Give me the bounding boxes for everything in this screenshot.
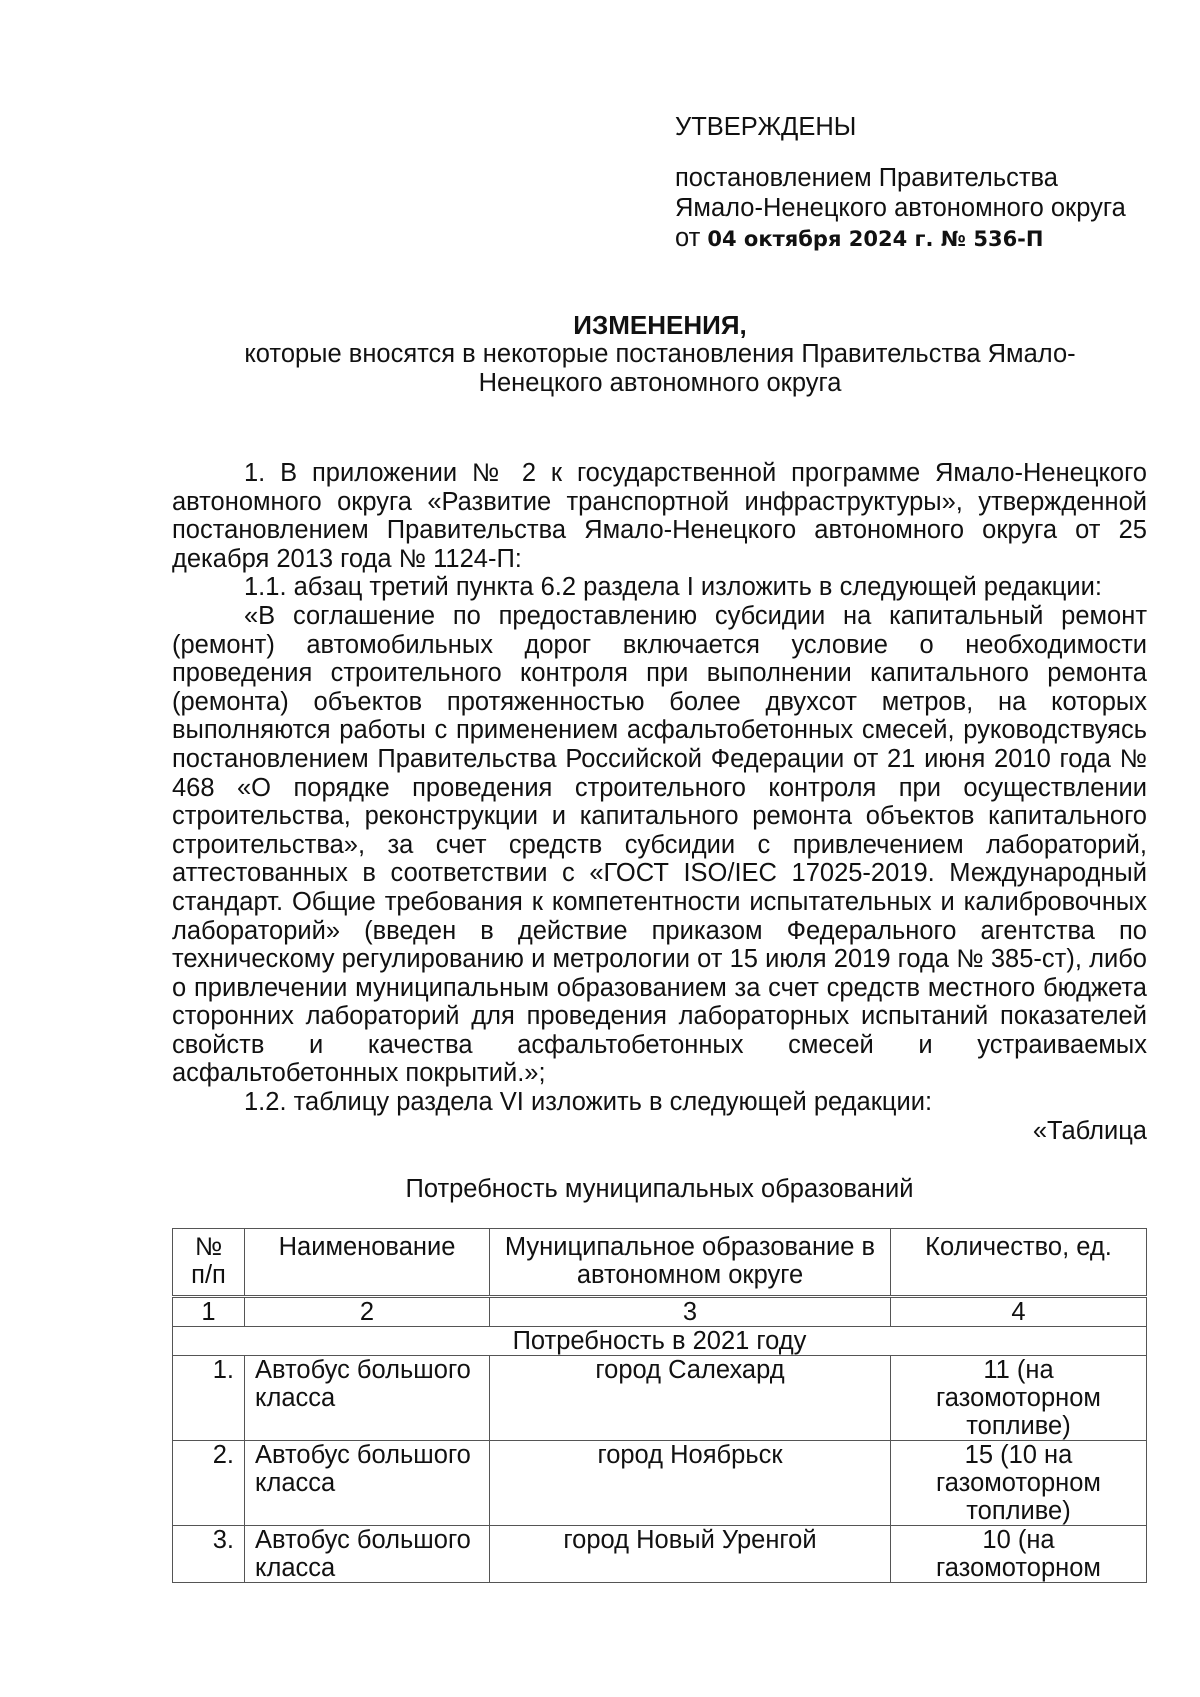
row-name: Автобус большого класса [245, 1526, 490, 1583]
row-num: 1. [173, 1356, 245, 1441]
table-column-numbers-row [173, 1297, 1147, 1327]
header-quantity: Количество, ед. [891, 1229, 1147, 1297]
document-subtitle-line-1: которые вносятся в некоторые постановления Правительства Ямало- [244, 340, 1076, 368]
header-num: № п/п [173, 1229, 245, 1297]
approval-date-prefix: от [675, 224, 708, 252]
row-quantity: 11 (на газомоторном топливе) [891, 1356, 1147, 1441]
table-title: Потребность муниципальных образований [405, 1175, 914, 1203]
column-number: 3 [490, 1297, 891, 1327]
row-municipality: город Новый Уренгой [490, 1526, 891, 1583]
paragraph-quote: «В соглашение по предоставлению субсидии на капитальный ремонт (ремонт) автомобильных дорог включается условие о необходимости проведения строительного контроля при выполнении капитального ремонта (ремонта) объектов протяженностью более двухсот метров, на которых выполняются работы с применением асфальтобетонных смесей, руководствуясь постановлением Правительства Российской Федерации от 21 июня 2010 года № 468 «О порядке проведения строительного контроля при осуществлении строительства, реконструкции и капитального ремонта объектов капитального строительства», за счет средств субсидии с привлечением лабораторий, аттестованных в соответствии с «ГОСТ ISO/IEC 17025-2019. Международный стандарт. Общие требования к компетентности испытательных и калибровочных лабораторий» (введен в действие приказом Федерального агентства по техническому регулированию и метрологии от 15 июля 2019 года № 385-ст), либо о привлечении муниципальным образованием за счет средств местного бюджета сторонних лабораторий для проведения лабораторных испытаний показателей свойств и качества асфальтобетонных смесей и устраиваемых асфальтобетонных покрытий.»; [172, 601, 1147, 1088]
needs-table [172, 1228, 1147, 1583]
row-quantity: 15 (10 на газомоторном топливе) [891, 1441, 1147, 1526]
row-num: 3. [173, 1526, 245, 1583]
approval-stamp [675, 112, 1165, 254]
document-title: ИЗМЕНЕНИЯ, [573, 310, 747, 340]
approval-date: 04 октября 2024 г. № 536-П [707, 227, 1044, 251]
approval-line-2: Ямало-Ненецкого автономного округа [675, 194, 1126, 222]
column-number: 1 [173, 1297, 245, 1327]
header-municipality: Муниципальное образование в автономном округе [490, 1229, 891, 1297]
row-num: 2. [173, 1441, 245, 1526]
row-quantity: 10 (на газомоторном [891, 1526, 1147, 1583]
approved-label: УТВЕРЖДЕНЫ [675, 113, 857, 141]
header-name: Наименование [245, 1229, 490, 1297]
row-municipality: город Ноябрьск [490, 1441, 891, 1526]
paragraph-1-2: 1.2. таблицу раздела VI изложить в следующей редакции: [244, 1088, 933, 1117]
table-row [173, 1441, 1147, 1526]
table-section-row [173, 1327, 1147, 1356]
table-row [173, 1526, 1147, 1583]
table-row [173, 1356, 1147, 1441]
column-number: 2 [245, 1297, 490, 1327]
document-heading [170, 311, 1150, 398]
paragraph-1: 1. В приложении № 2 к государственной программе Ямало-Ненецкого автономного округа «Развитие транспортной инфраструктуры», утвержденной постановлением Правительства Ямало-Ненецкого автономного округа от 25 декабря 2013 года № 1124-П: [172, 459, 1147, 573]
paragraph-1-1: 1.1. абзац третий пункта 6.2 раздела I изложить в следующей редакции: [244, 573, 1102, 602]
table-header-row [173, 1229, 1147, 1297]
table-label: «Таблица [1032, 1116, 1147, 1145]
section-title: Потребность в 2021 году [173, 1327, 1147, 1356]
row-name: Автобус большого класса [245, 1356, 490, 1441]
column-number: 4 [891, 1297, 1147, 1327]
document-subtitle-line-2: Ненецкого автономного округа [478, 369, 842, 397]
document-body [172, 459, 1147, 1145]
row-name: Автобус большого класса [245, 1441, 490, 1526]
approval-date-line [675, 223, 1165, 254]
row-municipality: город Салехард [490, 1356, 891, 1441]
approval-line-1: постановлением Правительства [675, 164, 1058, 192]
